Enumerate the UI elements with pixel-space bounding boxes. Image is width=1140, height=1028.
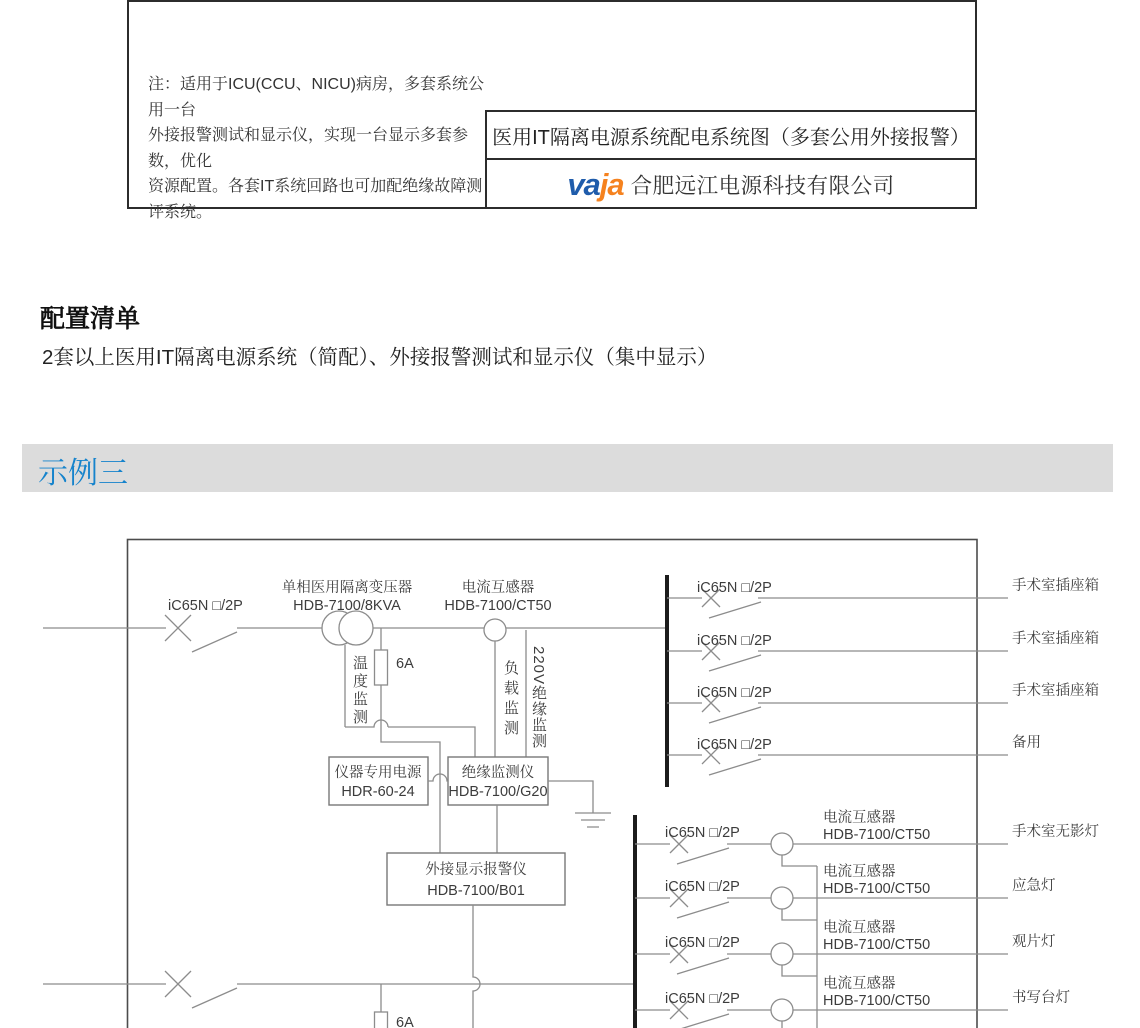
alarm-model: HDB-7100/B01 [427,883,525,899]
branch-ct-name: 电流互感器 [823,976,896,992]
config-list-heading: 配置清单 [40,305,141,333]
note-line-1: 注：适用于ICU(CCU、NICU)病房，多套系统公用一台 [148,76,484,119]
bottom-branch-4 [635,974,1070,1028]
fuse-symbol [375,1012,388,1028]
psu-model: HDR-60-24 [341,784,415,800]
ct-tap-wire [782,909,817,920]
drawing-title: 医用IT隔离电源系统配电系统图（多套公用外接报警） [487,112,975,160]
branch-dest-label: 备用 [1012,735,1041,751]
bottom-branch-3 [635,918,1056,976]
branch-ct-name: 电流互感器 [823,810,896,826]
ct-symbol [771,943,793,965]
branch-dest-label: 书写台灯 [1012,990,1070,1006]
branch-dest-label: 观片灯 [1012,934,1056,950]
temp-monitor-label: 温度监测 [351,655,368,727]
branch-breaker-label: iC65N □/2P [697,737,772,753]
branch-ct-name: 电流互感器 [823,864,896,880]
branch-dest-label: 手术室插座箱 [1012,578,1099,594]
branch-breaker-label: iC65N □/2P [697,685,772,701]
branch-breaker-label: iC65N □/2P [665,935,740,951]
top-branch-4 [667,734,1041,775]
alarm-name: 外接显示报警仪 [425,862,527,878]
branch-ct-model: HDB-7100/CT50 [823,937,931,953]
transformer-name: 单相医用隔离变压器 [281,580,413,596]
bottom-branch-2 [635,862,1056,920]
note-line-2: 外接报警测试和显示仪，实现一台显示多套参数，优化 [148,127,469,170]
imd-model: HDB-7100/G20 [448,784,548,800]
insulation-monitor-label: 220V绝缘监测 [530,646,547,750]
psu-name: 仪器专用电源 [334,765,422,781]
diagram-border [128,540,978,1028]
fuse1-label: 6A [396,656,414,672]
ct-symbol [484,619,506,641]
logo-ja-text: ja [599,167,624,202]
ct-tap-wire [782,965,817,976]
ct-symbol [771,887,793,909]
branch-ct-model: HDB-7100/CT50 [823,993,931,1009]
top-branch-1 [667,576,1099,618]
branch-dest-label: 应急灯 [1012,878,1056,894]
transformer-symbol [339,611,373,645]
branch-dest-label: 手术室无影灯 [1012,824,1099,840]
main-breaker-label: iC65N □/2P [168,598,243,614]
breaker-x-icon [165,615,191,641]
alarm-down-wire [473,905,480,1028]
top-branch-2 [667,629,1099,671]
logo-va-text: va [567,167,600,202]
branch-dest-label: 手术室插座箱 [1012,683,1099,699]
transformer-model: HDB-7100/8KVA [293,598,401,614]
branch-breaker-label: iC65N □/2P [665,879,740,895]
psu-imd-connector [428,774,448,781]
example-banner-label: 示例三 [38,457,128,490]
ct-name: 电流互感器 [461,580,535,596]
fuse2-label: 6A [396,1015,414,1028]
ct-symbol [771,833,793,855]
branch-breaker-label: iC65N □/2P [697,580,772,596]
company-name: 合肥远江电源科技有限公司 [630,174,895,198]
branch-breaker-label: iC65N □/2P [665,825,740,841]
top-branch-3 [667,681,1099,723]
fuse-symbol [375,650,388,685]
branch-ct-name: 电流互感器 [823,920,896,936]
branch-breaker-label: iC65N □/2P [697,633,772,649]
breaker-blade-icon [192,988,237,1008]
branch-dest-label: 手术室插座箱 [1012,631,1099,647]
load-monitor-label: 负载监测 [502,660,519,740]
bottom-branch-1 [635,808,1099,866]
branch-ct-model: HDB-7100/CT50 [823,881,931,897]
ct-tap-wire [782,855,817,866]
config-list-body: 2套以上医用IT隔离电源系统（简配）、外接报警测试和显示仪（集中显示） [42,346,718,369]
imd-name: 绝缘监测仪 [461,765,535,781]
note-line-3: 资源配置。各套IT系统回路也可加配绝缘故障测评系统。 [148,178,483,221]
branch-ct-model: HDB-7100/CT50 [823,827,931,843]
ground-icon [548,781,611,827]
ct-model: HDB-7100/CT50 [444,598,552,614]
breaker-blade-icon [192,632,237,652]
branch-breaker-label: iC65N □/2P [665,991,740,1007]
breaker-x-icon [165,971,191,997]
ct-symbol [771,999,793,1021]
